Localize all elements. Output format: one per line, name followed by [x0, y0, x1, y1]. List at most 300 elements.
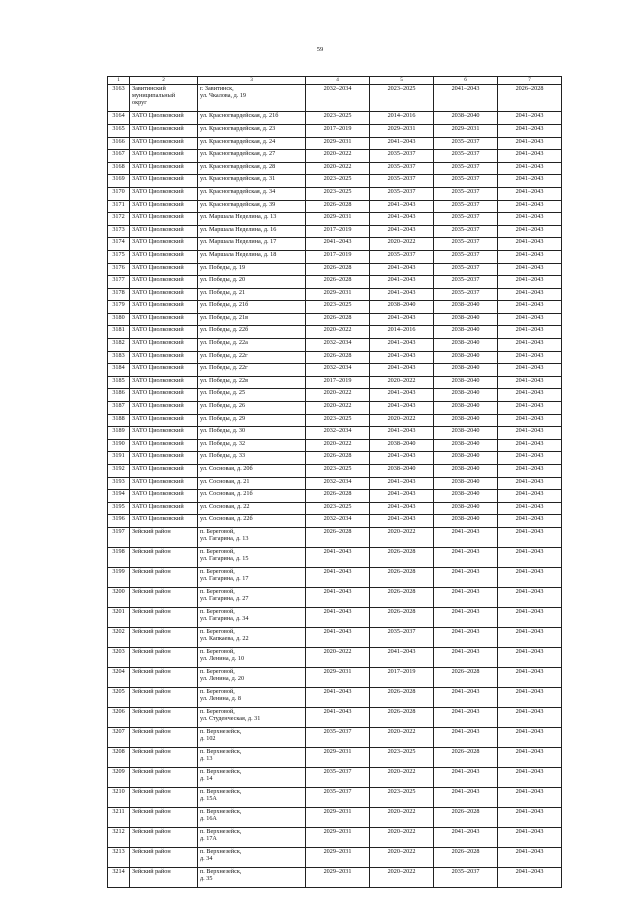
address-line: ул. Красногвардейская, д. 34	[200, 187, 276, 195]
period-cell: 2035–2037	[306, 767, 370, 787]
municipality-line: Зейский район	[132, 767, 171, 775]
municipality-line: Зейский район	[132, 787, 171, 795]
period-cell: 2026–2028	[370, 687, 434, 707]
period-cell: 2038–2040	[370, 439, 434, 452]
address-line: ул. Победы, д. 26	[200, 402, 246, 410]
address-line: ул. Красногвардейская, д. 23	[200, 124, 276, 132]
address-line: ул. Гагарина, д. 17	[200, 574, 249, 582]
address-line: п. Верхнезейск,	[200, 827, 242, 835]
address-line: ул. Красногвардейская, д. 39	[200, 200, 276, 208]
address-cell	[198, 213, 306, 226]
period-cell: 2041–2043	[370, 137, 434, 150]
table-row	[108, 225, 562, 238]
address-line: ул. Победы, д. 22в	[200, 376, 249, 384]
period-cell: 2026–2028	[306, 263, 370, 276]
period-cell: 2029–2031	[306, 867, 370, 887]
period-cell: 2026–2028	[370, 607, 434, 627]
address-line: ул. Победы, д. 20	[200, 276, 246, 284]
period-cell: 2023–2025	[306, 112, 370, 125]
row-number-cell: 3203	[108, 647, 130, 667]
address-line: ул. Победы, д. 21в	[200, 313, 249, 321]
row-number-cell: 3207	[108, 727, 130, 747]
municipality-cell	[130, 627, 198, 647]
table-row	[108, 402, 562, 415]
period-cell: 2038–2040	[434, 515, 498, 528]
table-row	[108, 747, 562, 767]
address-line: ул. Маршала Неделина, д. 16	[200, 225, 277, 233]
address-cell	[198, 502, 306, 515]
table-body	[108, 85, 562, 888]
period-cell: 2041–2043	[498, 687, 562, 707]
municipality-cell	[130, 515, 198, 528]
period-cell: 2041–2043	[498, 727, 562, 747]
municipality-line: ЗАТО Циолковский	[132, 452, 184, 460]
address-cell	[198, 326, 306, 339]
row-number-cell: 3200	[108, 587, 130, 607]
period-cell: 2023–2025	[306, 502, 370, 515]
address-line: ул. Сосновая, д. 22б	[200, 515, 253, 523]
period-cell: 2041–2043	[498, 187, 562, 200]
row-number-cell: 3195	[108, 502, 130, 515]
municipality-line: ЗАТО Циолковский	[132, 225, 184, 233]
period-cell: 2032–2034	[306, 427, 370, 440]
municipality-line: Зейский район	[132, 747, 171, 755]
municipality-line: ЗАТО Циолковский	[132, 124, 184, 132]
period-cell: 2038–2040	[434, 414, 498, 427]
municipality-line: Зейский район	[132, 687, 171, 695]
municipality-line: ЗАТО Циолковский	[132, 313, 184, 321]
period-cell: 2041–2043	[498, 200, 562, 213]
period-cell: 2041–2043	[370, 389, 434, 402]
municipality-cell	[130, 162, 198, 175]
row-number-cell: 3191	[108, 452, 130, 465]
address-cell	[198, 847, 306, 867]
address-line: ул. Капкаева, д. 22	[200, 634, 249, 642]
table-row	[108, 162, 562, 175]
period-cell: 2023–2025	[370, 747, 434, 767]
address-line: ул. Сосновая, д. 22	[200, 502, 250, 510]
municipality-cell	[130, 175, 198, 188]
period-cell: 2029–2031	[434, 124, 498, 137]
table-row	[108, 238, 562, 251]
period-cell: 2026–2028	[434, 807, 498, 827]
period-cell: 2035–2037	[434, 150, 498, 163]
address-cell	[198, 225, 306, 238]
period-cell: 2023–2025	[306, 414, 370, 427]
municipality-line: ЗАТО Циолковский	[132, 288, 184, 296]
period-cell: 2041–2043	[370, 364, 434, 377]
table-row	[108, 326, 562, 339]
municipality-line: ЗАТО Циолковский	[132, 250, 184, 258]
period-cell: 2020–2022	[370, 414, 434, 427]
address-line: ул. Победы, д. 29	[200, 414, 246, 422]
period-cell: 2041–2043	[498, 515, 562, 528]
period-cell: 2020–2022	[370, 238, 434, 251]
address-line: ул. Победы, д. 25	[200, 389, 246, 397]
address-line: ул. Победы, д. 21б	[200, 301, 249, 309]
municipality-cell	[130, 376, 198, 389]
period-cell: 2041–2043	[498, 847, 562, 867]
municipality-cell	[130, 867, 198, 887]
municipality-line: ЗАТО Циолковский	[132, 376, 184, 384]
period-cell: 2041–2043	[498, 477, 562, 490]
column-number: 6	[434, 77, 498, 85]
address-line: п. Верхнезейск,	[200, 867, 242, 875]
table-row	[108, 490, 562, 503]
row-number-cell: 3166	[108, 137, 130, 150]
row-number-cell: 3181	[108, 326, 130, 339]
period-cell: 2026–2028	[306, 490, 370, 503]
address-cell	[198, 627, 306, 647]
table-row	[108, 707, 562, 727]
row-number-cell: 3199	[108, 567, 130, 587]
column-number: 3	[198, 77, 306, 85]
address-line: ул. Победы, д. 21	[200, 288, 246, 296]
table-row	[108, 112, 562, 125]
period-cell: 2026–2028	[306, 452, 370, 465]
period-cell: 2038–2040	[434, 452, 498, 465]
address-cell	[198, 477, 306, 490]
row-number-cell: 3185	[108, 376, 130, 389]
period-cell: 2020–2022	[370, 767, 434, 787]
period-cell: 2041–2043	[434, 727, 498, 747]
address-cell	[198, 288, 306, 301]
row-number-cell: 3196	[108, 515, 130, 528]
row-number-cell: 3208	[108, 747, 130, 767]
address-cell	[198, 263, 306, 276]
address-line: ул. Ленина, д. 8	[200, 694, 242, 702]
table-row	[108, 301, 562, 314]
municipality-line: Зейский район	[132, 827, 171, 835]
municipality-cell	[130, 301, 198, 314]
table-row	[108, 587, 562, 607]
period-cell: 2023–2025	[370, 85, 434, 112]
period-cell: 2029–2031	[370, 124, 434, 137]
table-row	[108, 187, 562, 200]
period-cell: 2041–2043	[370, 225, 434, 238]
municipality-line: ЗАТО Циолковский	[132, 276, 184, 284]
municipality-cell	[130, 389, 198, 402]
address-cell	[198, 427, 306, 440]
municipality-cell	[130, 439, 198, 452]
period-cell: 2023–2025	[370, 787, 434, 807]
row-number-cell: 3188	[108, 414, 130, 427]
address-cell	[198, 250, 306, 263]
period-cell: 2035–2037	[434, 250, 498, 263]
period-cell: 2041–2043	[498, 527, 562, 547]
period-cell: 2041–2043	[498, 427, 562, 440]
row-number-cell: 3168	[108, 162, 130, 175]
row-number-cell: 3192	[108, 465, 130, 478]
period-cell: 2017–2019	[306, 250, 370, 263]
municipality-line: ЗАТО Циолковский	[132, 364, 184, 372]
table-row	[108, 567, 562, 587]
address-line: п. Береговой,	[200, 607, 235, 615]
period-cell: 2029–2031	[306, 137, 370, 150]
table-row	[108, 376, 562, 389]
address-line: ул. Сосновая, д. 21	[200, 477, 250, 485]
period-cell: 2020–2022	[306, 439, 370, 452]
table-row	[108, 767, 562, 787]
period-cell: 2032–2034	[306, 339, 370, 352]
period-cell: 2035–2037	[434, 288, 498, 301]
municipality-cell	[130, 452, 198, 465]
table-row	[108, 250, 562, 263]
period-cell: 2035–2037	[434, 276, 498, 289]
period-cell: 2041–2043	[498, 124, 562, 137]
municipality-cell	[130, 137, 198, 150]
period-cell: 2041–2043	[498, 250, 562, 263]
period-cell: 2020–2022	[306, 326, 370, 339]
period-cell: 2041–2043	[370, 313, 434, 326]
period-cell: 2035–2037	[370, 150, 434, 163]
address-cell	[198, 547, 306, 567]
period-cell: 2020–2022	[370, 727, 434, 747]
row-number-cell: 3205	[108, 687, 130, 707]
table-row	[108, 727, 562, 747]
row-number-cell: 3164	[108, 112, 130, 125]
period-cell: 2026–2028	[434, 667, 498, 687]
municipality-cell	[130, 351, 198, 364]
row-number-cell: 3170	[108, 187, 130, 200]
period-cell: 2029–2031	[306, 827, 370, 847]
table-row	[108, 175, 562, 188]
period-cell: 2041–2043	[498, 150, 562, 163]
period-cell: 2023–2025	[306, 187, 370, 200]
period-cell: 2041–2043	[434, 587, 498, 607]
address-cell	[198, 150, 306, 163]
municipality-line: ЗАТО Циолковский	[132, 301, 184, 309]
period-cell: 2041–2043	[306, 687, 370, 707]
address-cell	[198, 527, 306, 547]
row-number-cell: 3174	[108, 238, 130, 251]
period-cell: 2041–2043	[498, 364, 562, 377]
page-number: 59	[316, 46, 324, 53]
period-cell: 2041–2043	[498, 351, 562, 364]
table-row	[108, 263, 562, 276]
period-cell: 2038–2040	[434, 376, 498, 389]
address-line: ул. Красногвардейская, д. 27	[200, 150, 276, 158]
column-number: 4	[306, 77, 370, 85]
period-cell: 2041–2043	[498, 238, 562, 251]
row-number-cell: 3189	[108, 427, 130, 440]
period-cell: 2017–2019	[306, 124, 370, 137]
address-line: п. Береговой,	[200, 647, 235, 655]
address-line: д. 13	[200, 754, 213, 762]
municipality-line: Зейский район	[132, 527, 171, 535]
municipality-cell	[130, 767, 198, 787]
row-number-cell: 3183	[108, 351, 130, 364]
period-cell: 2041–2043	[370, 490, 434, 503]
table-row	[108, 200, 562, 213]
address-line: ул. Победы, д. 22г	[200, 351, 248, 359]
row-number-cell: 3186	[108, 389, 130, 402]
address-line: д. 14	[200, 774, 213, 782]
period-cell: 2041–2043	[434, 85, 498, 112]
address-cell	[198, 807, 306, 827]
period-cell: 2035–2037	[434, 238, 498, 251]
table-row	[108, 502, 562, 515]
table-row	[108, 867, 562, 887]
period-cell: 2041–2043	[498, 607, 562, 627]
municipality-cell	[130, 807, 198, 827]
period-cell: 2038–2040	[434, 351, 498, 364]
period-cell: 2041–2043	[498, 547, 562, 567]
period-cell: 2017–2019	[370, 667, 434, 687]
municipality-line: Зейский район	[132, 847, 171, 855]
period-cell: 2041–2043	[498, 807, 562, 827]
municipality-line: Зейский район	[132, 707, 171, 715]
period-cell: 2017–2019	[306, 225, 370, 238]
period-cell: 2038–2040	[434, 490, 498, 503]
period-cell: 2038–2040	[434, 427, 498, 440]
address-line: п. Береговой,	[200, 707, 235, 715]
address-cell	[198, 439, 306, 452]
period-cell: 2041–2043	[498, 667, 562, 687]
table-row	[108, 339, 562, 352]
period-cell: 2020–2022	[370, 807, 434, 827]
period-cell: 2041–2043	[498, 490, 562, 503]
period-cell: 2041–2043	[434, 527, 498, 547]
address-line: ул. Сосновая, д. 21б	[200, 490, 253, 498]
period-cell: 2035–2037	[434, 162, 498, 175]
period-cell: 2035–2037	[434, 263, 498, 276]
address-cell	[198, 137, 306, 150]
address-line: п. Береговой,	[200, 527, 235, 535]
period-cell: 2035–2037	[434, 213, 498, 226]
municipality-line: ЗАТО Циолковский	[132, 238, 184, 246]
municipality-line: ЗАТО Циолковский	[132, 490, 184, 498]
period-cell: 2020–2022	[370, 827, 434, 847]
address-line: ул. Победы, д. 30	[200, 427, 246, 435]
municipality-cell	[130, 747, 198, 767]
municipality-line: ЗАТО Циолковский	[132, 502, 184, 510]
row-number-cell: 3171	[108, 200, 130, 213]
municipality-line: ЗАТО Циолковский	[132, 389, 184, 397]
period-cell: 2041–2043	[498, 213, 562, 226]
municipality-cell	[130, 187, 198, 200]
period-cell: 2032–2034	[306, 477, 370, 490]
address-cell	[198, 276, 306, 289]
municipality-cell	[130, 225, 198, 238]
address-line: ул. Чкалова, д. 19	[200, 92, 247, 99]
period-cell: 2014–2016	[370, 112, 434, 125]
address-line: ул. Гагарина, д. 27	[200, 594, 249, 602]
period-cell: 2038–2040	[434, 112, 498, 125]
municipality-line: ЗАТО Циолковский	[132, 414, 184, 422]
row-number-cell: 3202	[108, 627, 130, 647]
table-row	[108, 827, 562, 847]
period-cell: 2020–2022	[306, 402, 370, 415]
table-row	[108, 351, 562, 364]
address-cell	[198, 707, 306, 727]
address-cell	[198, 567, 306, 587]
row-number-cell: 3211	[108, 807, 130, 827]
table-row	[108, 452, 562, 465]
period-cell: 2032–2034	[306, 364, 370, 377]
period-cell: 2041–2043	[434, 827, 498, 847]
municipality-line: муниципальный	[132, 92, 176, 99]
address-line: ул. Гагарина, д. 13	[200, 534, 249, 542]
period-cell: 2035–2037	[306, 787, 370, 807]
address-line: ул. Красногвардейская, д. 24	[200, 137, 276, 145]
period-cell: 2041–2043	[498, 339, 562, 352]
table-row	[108, 288, 562, 301]
municipality-line: ЗАТО Циолковский	[132, 112, 184, 120]
period-cell: 2029–2031	[306, 747, 370, 767]
period-cell: 2041–2043	[434, 707, 498, 727]
municipality-cell	[130, 477, 198, 490]
address-cell	[198, 238, 306, 251]
table-row	[108, 477, 562, 490]
period-cell: 2020–2022	[370, 376, 434, 389]
row-number-cell: 3209	[108, 767, 130, 787]
municipality-cell	[130, 727, 198, 747]
municipality-line: Зейский район	[132, 547, 171, 555]
municipality-cell	[130, 414, 198, 427]
period-cell: 2041–2043	[498, 567, 562, 587]
address-cell	[198, 200, 306, 213]
period-cell: 2041–2043	[498, 276, 562, 289]
table-row	[108, 85, 562, 112]
table-row	[108, 439, 562, 452]
municipality-cell	[130, 527, 198, 547]
period-cell: 2041–2043	[370, 288, 434, 301]
address-cell	[198, 364, 306, 377]
municipality-cell	[130, 847, 198, 867]
table-row	[108, 364, 562, 377]
row-number-cell: 3179	[108, 301, 130, 314]
address-line: ул. Студенческая, д. 31	[200, 714, 261, 722]
municipality-line: ЗАТО Циолковский	[132, 339, 184, 347]
address-line: ул. Сосновая, д. 20б	[200, 465, 253, 473]
address-cell	[198, 727, 306, 747]
municipality-cell	[130, 124, 198, 137]
municipality-cell	[130, 263, 198, 276]
municipality-cell	[130, 85, 198, 112]
period-cell: 2026–2028	[434, 847, 498, 867]
municipality-line: ЗАТО Циолковский	[132, 351, 184, 359]
period-cell: 2032–2034	[306, 515, 370, 528]
period-cell: 2026–2028	[370, 587, 434, 607]
municipality-line: Зейский район	[132, 627, 171, 635]
municipality-cell	[130, 787, 198, 807]
period-cell: 2041–2043	[498, 225, 562, 238]
period-cell: 2029–2031	[306, 213, 370, 226]
period-cell: 2041–2043	[370, 402, 434, 415]
municipality-line: ЗАТО Циолковский	[132, 150, 184, 158]
municipality-line: ЗАТО Циолковский	[132, 187, 184, 195]
address-line: ул. Маршала Неделина, д. 17	[200, 238, 277, 246]
period-cell: 2041–2043	[498, 767, 562, 787]
table-row	[108, 515, 562, 528]
table-row	[108, 807, 562, 827]
period-cell: 2041–2043	[498, 452, 562, 465]
period-cell: 2032–2034	[306, 85, 370, 112]
period-cell: 2041–2043	[434, 687, 498, 707]
period-cell: 2026–2028	[370, 567, 434, 587]
municipality-cell	[130, 502, 198, 515]
municipality-cell	[130, 707, 198, 727]
municipality-line: ЗАТО Циолковский	[132, 326, 184, 334]
table-row	[108, 687, 562, 707]
period-cell: 2041–2043	[306, 547, 370, 567]
table-row	[108, 124, 562, 137]
period-cell: 2041–2043	[306, 238, 370, 251]
table-row	[108, 647, 562, 667]
municipality-line: Зейский район	[132, 667, 171, 675]
period-cell: 2041–2043	[370, 477, 434, 490]
